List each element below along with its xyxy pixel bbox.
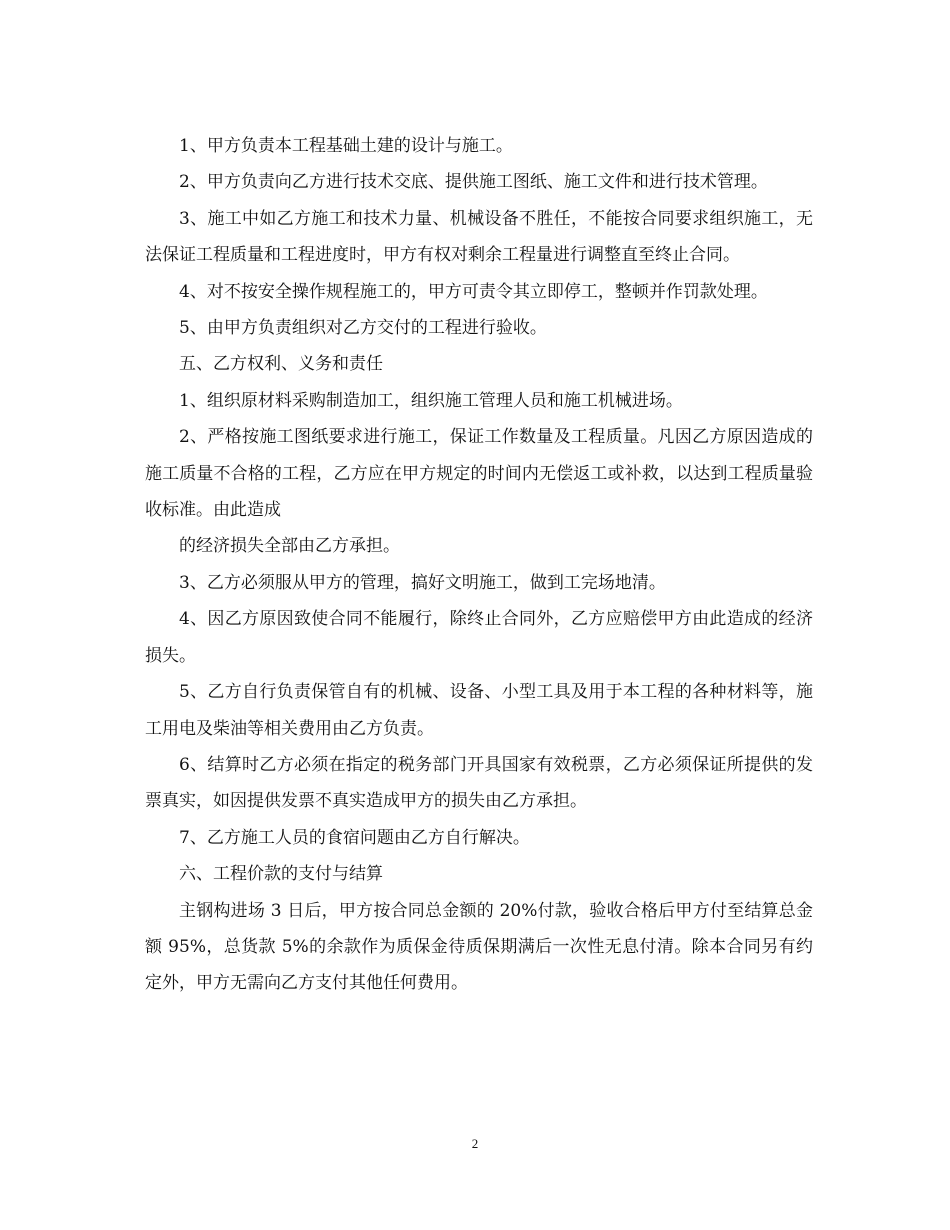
clause-jia-5: 5、由甲方负责组织对乙方交付的工程进行验收。 — [179, 318, 547, 339]
clause-yi-7: 7、乙方施工人员的食宿问题由乙方自行解决。 — [179, 827, 530, 848]
clause-jia-3: 3、施工中如乙方施工和技术力量、机械设备不胜任，不能按合同要求组织施工，无法保证工程质量和工程进度时，甲方有权对剩余工程量进行调整直至终止合同。 — [145, 208, 813, 266]
clause-yi-5: 5、乙方自行负责保管自有的机械、设备、小型工具及用于本工程的各种材料等，施工用电及柴油等相关费用由乙方负责。 — [145, 682, 813, 739]
clause-yi-3: 3、乙方必须服从甲方的管理，搞好文明施工，做到工完场地清。 — [179, 572, 666, 593]
page-number: 2 — [471, 1136, 479, 1151]
clause-jia-2: 2、甲方负责向乙方进行技术交底、提供施工图纸、施工文件和进行技术管理。 — [179, 172, 768, 193]
clause-yi-2: 2、严格按施工图纸要求进行施工，保证工作数量及工程质量。凡因乙方原因造成的施工质量不合格的工程，乙方应在甲方规定的时间内无偿返工或补救，以达到工程质量验收标准。由此造成 — [145, 427, 813, 521]
clause-jia-4: 4、对不按安全操作规程施工的，甲方可责令其立即停工，整顿并作罚款处理。 — [179, 281, 768, 302]
payment-terms: 主钢构进场 3 日后，甲方按合同总金额的 20%付款，验收合格后甲方付至结算总金额 95%，总货款 5%的余款作为质保金待质保期满后一次性无息付清。除本合同另有约定外，甲方无需向乙方支付其他任何费用。 — [145, 900, 813, 994]
section-heading-payment: 六、工程价款的支付与结算 — [179, 864, 383, 885]
contract-body — [145, 128, 813, 1002]
clause-yi-1: 1、组织原材料采购制造加工，组织施工管理人员和施工机械进场。 — [179, 390, 683, 411]
clause-yi-2-continued: 的经济损失全部由乙方承担。 — [179, 536, 400, 557]
clause-yi-6: 6、结算时乙方必须在指定的税务部门开具国家有效税票，乙方必须保证所提供的发票真实，如因提供发票不真实造成甲方的损失由乙方承担。 — [145, 754, 813, 812]
section-heading-yi: 五、乙方权利、义务和责任 — [179, 354, 383, 375]
clause-jia-1: 1、甲方负责本工程基础土建的设计与施工。 — [179, 136, 513, 156]
clause-yi-4: 4、因乙方原因致使合同不能履行，除终止合同外，乙方应赔偿甲方由此造成的经济损失。 — [145, 609, 813, 666]
